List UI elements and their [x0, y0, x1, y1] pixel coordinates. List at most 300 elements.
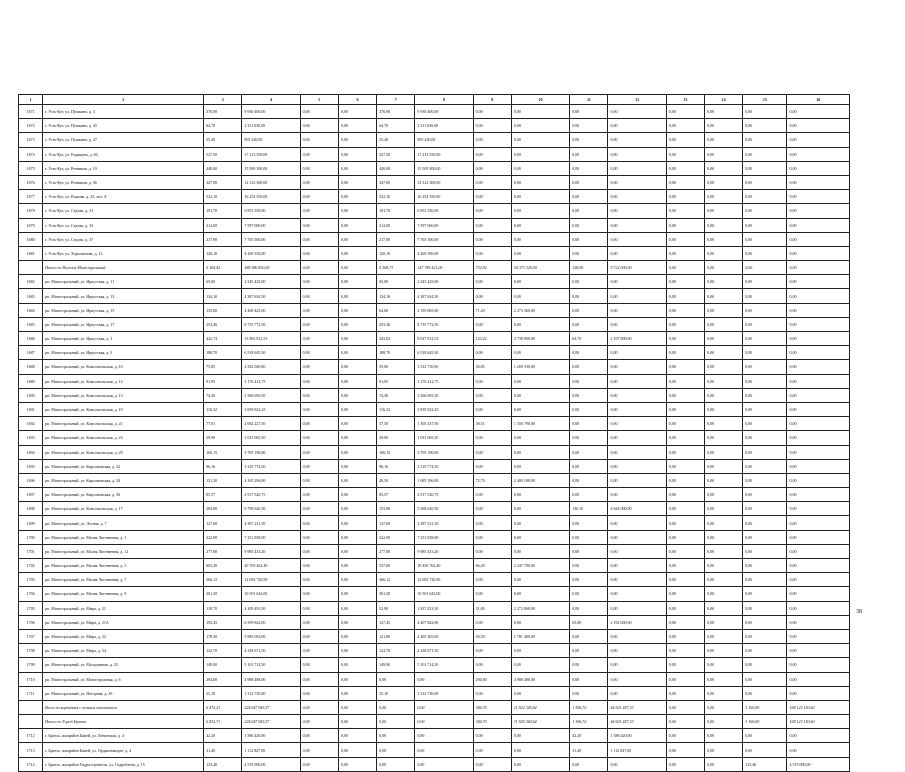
value-cell: 65,00 [570, 615, 608, 629]
value-cell: 0,00 [300, 147, 338, 161]
value-cell: 0,00 [705, 246, 743, 260]
value-cell: 77,01 [204, 417, 242, 431]
value-cell: 2 247 700,00 [511, 559, 569, 573]
value-cell: 0,00 [787, 147, 850, 161]
row-number-cell: 1701 [19, 544, 43, 558]
value-cell: 0,00 [666, 743, 704, 757]
value-cell: 0,00 [511, 161, 569, 175]
value-cell: 0,00 [787, 133, 850, 147]
value-cell: 0,00 [570, 601, 608, 615]
value-cell: 0,00 [787, 473, 850, 487]
value-cell: 0,00 [300, 119, 338, 133]
value-cell: 0,00 [743, 346, 787, 360]
value-cell: 0,00 [338, 544, 376, 558]
column-number-header: 10 [511, 95, 569, 105]
value-cell: 0,00 [705, 644, 743, 658]
value-cell: 0,00 [743, 658, 787, 672]
value-cell: 0,00 [666, 587, 704, 601]
column-number-header: 9 [473, 95, 511, 105]
value-cell: 422,74 [204, 332, 242, 346]
value-cell: 0,00 [666, 289, 704, 303]
value-cell: 6 518 645,50 [415, 346, 473, 360]
value-cell: 34 373 329,00 [511, 261, 569, 275]
value-cell: 0,00 [570, 417, 608, 431]
value-cell: 0,00 [338, 303, 376, 317]
table-row [19, 658, 850, 672]
value-cell: 1 031 065,50 [242, 431, 300, 445]
value-cell: 537,00 [377, 559, 415, 573]
value-cell: 0,00 [570, 119, 608, 133]
value-cell: 4 387 231,50 [242, 516, 300, 530]
value-cell: 134,10 [377, 289, 415, 303]
value-cell: 31,80 [473, 601, 511, 615]
value-cell: 0,00 [666, 275, 704, 289]
value-cell: 0,00 [300, 218, 338, 232]
value-cell: 1 837 433,50 [415, 601, 473, 615]
value-cell: 0,00 [338, 374, 376, 388]
value-cell: 7 765 500,00 [415, 232, 473, 246]
value-cell: 0,00 [300, 473, 338, 487]
row-number-cell: 1696 [19, 473, 43, 487]
value-cell: 0,00 [338, 573, 376, 587]
value-cell: 4 205 305,00 [415, 629, 473, 643]
value-cell: 0,00 [666, 161, 704, 175]
value-cell: 0,00 [377, 700, 415, 714]
value-cell: 0,00 [705, 686, 743, 700]
value-cell: 0,00 [338, 615, 376, 629]
row-number-cell: 1681 [19, 246, 43, 260]
row-number-cell: 1692 [19, 417, 43, 431]
value-cell: 0,00 [338, 686, 376, 700]
value-cell: 0,00 [666, 644, 704, 658]
total-row [19, 715, 850, 729]
row-number-cell: 1691 [19, 402, 43, 416]
value-cell: 149,90 [204, 658, 242, 672]
value-cell: 0,00 [787, 686, 850, 700]
value-cell: 0,00 [511, 445, 569, 459]
address-cell: г. Усть-Кут, ул. Радищева, д. 84 [43, 147, 204, 161]
value-cell: 1 305 437,50 [415, 417, 473, 431]
value-cell: 0,00 [511, 289, 569, 303]
address-cell: рп. Магистральный, ул. Мира, д. 21А [43, 615, 204, 629]
value-cell: 0,00 [608, 303, 666, 317]
value-cell: 6 832,71 [204, 715, 242, 729]
value-cell: 0,00 [608, 175, 666, 189]
value-cell: 74,30 [204, 388, 242, 402]
value-cell: 0,00 [338, 729, 376, 743]
value-cell: 0,00 [473, 445, 511, 459]
table-row [19, 161, 850, 175]
value-cell: 5 101 714,50 [242, 658, 300, 672]
row-number-cell: 1702 [19, 559, 43, 573]
value-cell: 3 738 900,00 [511, 332, 569, 346]
value-cell: 0,00 [300, 644, 338, 658]
value-cell: 0,00 [705, 516, 743, 530]
value-cell: 0,00 [608, 559, 666, 573]
column-number-header: 11 [570, 95, 608, 105]
value-cell: 0,00 [570, 459, 608, 473]
value-cell: 2 345 425,00 [415, 275, 473, 289]
value-cell: 253,46 [377, 317, 415, 331]
value-cell: 0,00 [743, 374, 787, 388]
value-cell: 0,00 [300, 530, 338, 544]
value-cell: 0,00 [338, 417, 376, 431]
value-cell: 0,00 [743, 133, 787, 147]
value-cell: 0,00 [705, 147, 743, 161]
value-cell: 0,00 [300, 417, 338, 431]
value-cell: 0,00 [787, 658, 850, 672]
table-row [19, 629, 850, 643]
value-cell: 0,00 [666, 488, 704, 502]
value-cell: 0,00 [787, 190, 850, 204]
table-row [19, 488, 850, 502]
table-row [19, 175, 850, 189]
value-cell: 0,00 [570, 530, 608, 544]
row-number-cell: 1671 [19, 105, 43, 119]
address-cell: рп. Магистральный, ул. Иркутская, д. 5 [43, 346, 204, 360]
value-cell: 0,00 [473, 218, 511, 232]
row-number-cell: 1710 [19, 672, 43, 686]
value-cell: 0,00 [666, 317, 704, 331]
address-cell: рп. Магистральный, ул. Малая Лиственная, д. 5 [43, 559, 204, 573]
value-cell: 0,00 [666, 573, 704, 587]
value-cell: 0,00 [666, 473, 704, 487]
value-cell: 0,00 [743, 530, 787, 544]
value-cell: 66,20 [473, 559, 511, 573]
value-cell: 4 387 634,50 [415, 289, 473, 303]
value-cell: 116,32 [377, 402, 415, 416]
value-cell: 0,00 [705, 275, 743, 289]
value-cell: 0,00 [608, 431, 666, 445]
address-cell: рп. Магистральный, ул. Комсомольская, д. 12 [43, 374, 204, 388]
address-cell: г. Усть-Кут, ул. Седова, д. 33 [43, 218, 204, 232]
value-cell: 0,00 [473, 388, 511, 402]
value-cell: 0,00 [511, 317, 569, 331]
value-cell: 0,00 [300, 700, 338, 714]
value-cell: 0,00 [511, 573, 569, 587]
value-cell: 0,00 [608, 119, 666, 133]
value-cell: 9 930 400,00 [415, 105, 473, 119]
value-cell: 0,00 [666, 445, 704, 459]
value-cell: 0,00 [473, 175, 511, 189]
value-cell: 0,00 [338, 161, 376, 175]
value-cell: 7 251 838,00 [415, 530, 473, 544]
value-cell: 0,00 [300, 445, 338, 459]
value-cell: 732,92 [473, 261, 511, 275]
value-cell: 4 988 488,00 [511, 672, 569, 686]
value-cell: 0,00 [787, 303, 850, 317]
value-cell: 0,00 [608, 488, 666, 502]
value-cell: 64,70 [204, 119, 242, 133]
value-cell: 4 165 296,00 [242, 473, 300, 487]
value-cell: 2 345 425,00 [242, 275, 300, 289]
value-cell: 0,00 [570, 161, 608, 175]
row-number-cell [19, 261, 43, 275]
value-cell: 0,00 [511, 459, 569, 473]
value-cell: 0,00 [666, 629, 704, 643]
table-row [19, 743, 850, 757]
value-cell: 0,00 [787, 119, 850, 133]
table-row [19, 530, 850, 544]
value-cell: 0,00 [570, 147, 608, 161]
value-cell: 0,00 [338, 332, 376, 346]
value-cell: 123,40 [204, 757, 242, 771]
value-cell: 0,00 [705, 374, 743, 388]
value-cell: 0,00 [473, 644, 511, 658]
value-cell: 13 963 812,53 [242, 332, 300, 346]
value-cell: 153,80 [377, 502, 415, 516]
value-cell: 0,00 [473, 105, 511, 119]
value-cell: 1 356 790,00 [511, 417, 569, 431]
value-cell: 0,00 [666, 346, 704, 360]
value-cell: 5 368 620,50 [415, 502, 473, 516]
value-cell: 0,00 [608, 360, 666, 374]
value-cell: 522,10 [204, 190, 242, 204]
value-cell: 0,00 [608, 204, 666, 218]
value-cell: 376,90 [204, 105, 242, 119]
value-cell: 0,00 [377, 743, 415, 757]
value-cell: 37,50 [377, 417, 415, 431]
value-cell: 0,00 [338, 346, 376, 360]
value-cell: 85,57 [377, 488, 415, 502]
value-cell: 0,00 [473, 374, 511, 388]
value-cell: 0,00 [300, 175, 338, 189]
value-cell: 122,70 [377, 644, 415, 658]
row-number-cell: 1707 [19, 629, 43, 643]
value-cell: 3 160,69 [743, 715, 787, 729]
value-cell: 6 853 350,00 [242, 204, 300, 218]
value-cell: 3 319 774,50 [242, 459, 300, 473]
row-number-cell: 1682 [19, 275, 43, 289]
value-cell: 16 254 550,00 [415, 190, 473, 204]
value-cell: 29,90 [204, 431, 242, 445]
value-cell: 192,45 [204, 615, 242, 629]
value-cell: 1 312 730,00 [242, 686, 300, 700]
value-cell: 0,00 [743, 544, 787, 558]
value-cell: 188 380 830,00 [242, 261, 300, 275]
row-number-cell: 1703 [19, 573, 43, 587]
value-cell: 0,00 [511, 488, 569, 502]
value-cell: 20 703 462,40 [242, 559, 300, 573]
row-number-cell: 1698 [19, 502, 43, 516]
value-cell: 0,00 [338, 530, 376, 544]
value-cell: 0,00 [300, 459, 338, 473]
value-cell: 0,00 [511, 402, 569, 416]
value-cell: 0,00 [338, 246, 376, 260]
value-cell: 0,00 [705, 700, 743, 714]
value-cell: 0,00 [608, 374, 666, 388]
value-cell: 0,00 [300, 431, 338, 445]
value-cell: 0,00 [666, 332, 704, 346]
value-cell: 0,00 [338, 644, 376, 658]
value-cell: 2 273 360,00 [511, 303, 569, 317]
value-cell: 116,32 [204, 402, 242, 416]
address-cell: рп. Магистральный, ул. Кирсановская, д. 36 [43, 488, 204, 502]
value-cell: 0,00 [511, 232, 569, 246]
value-cell: 0,00 [705, 360, 743, 374]
value-cell: 3 160,69 [743, 700, 787, 714]
value-cell: 0,00 [338, 261, 376, 275]
table-row [19, 374, 850, 388]
address-cell: рп. Магистральный, ул. Иркутская, д. 11 [43, 275, 204, 289]
value-cell: 277,80 [204, 544, 242, 558]
value-cell: 0,00 [300, 232, 338, 246]
value-cell: 0,00 [300, 204, 338, 218]
table-row [19, 218, 850, 232]
value-cell: 0,00 [570, 317, 608, 331]
value-cell: 5 101 714,50 [415, 658, 473, 672]
value-cell: 0,00 [511, 388, 569, 402]
value-cell: 123,22 [473, 332, 511, 346]
value-cell: 25,40 [204, 133, 242, 147]
row-number-cell: 1714 [19, 757, 43, 771]
row-number-cell: 1705 [19, 601, 43, 615]
value-cell: 64,70 [570, 332, 608, 346]
value-cell: 346,70 [473, 700, 511, 714]
value-cell: 39,00 [377, 360, 415, 374]
row-number-cell: 1680 [19, 232, 43, 246]
value-cell: 0,00 [787, 360, 850, 374]
value-cell: 0,00 [473, 516, 511, 530]
value-cell: 0,00 [570, 644, 608, 658]
value-cell: 0,00 [511, 729, 569, 743]
value-cell: 42,20 [570, 729, 608, 743]
value-cell: 0,00 [743, 573, 787, 587]
value-cell: 9 985 433,20 [242, 544, 300, 558]
table-row [19, 757, 850, 771]
address-cell: г. Усть-Кут, ул. Речников, д. 19 [43, 161, 204, 175]
column-number-header: 15 [743, 95, 787, 105]
value-cell: 0,00 [300, 672, 338, 686]
value-cell: 12 693 720,90 [415, 573, 473, 587]
value-cell: 0,00 [608, 516, 666, 530]
value-cell: 0,00 [666, 105, 704, 119]
value-cell: 0,00 [511, 686, 569, 700]
value-cell: 0,00 [743, 587, 787, 601]
row-number-cell: 1694 [19, 445, 43, 459]
value-cell: 0,00 [473, 346, 511, 360]
table-row [19, 587, 850, 601]
value-cell: 0,00 [787, 417, 850, 431]
row-number-cell: 1673 [19, 133, 43, 147]
value-cell: 4 238 671,50 [242, 644, 300, 658]
value-cell: 0,00 [743, 161, 787, 175]
table-row [19, 473, 850, 487]
value-cell: 1 586 420,00 [242, 729, 300, 743]
value-cell: 366,12 [204, 573, 242, 587]
value-cell: 0,00 [338, 502, 376, 516]
page-number: 38 [856, 609, 862, 615]
column-number-header: 6 [338, 95, 376, 105]
value-cell: 0,00 [705, 473, 743, 487]
value-cell: 0,00 [743, 459, 787, 473]
value-cell: 0,00 [666, 246, 704, 260]
value-cell: 366,12 [377, 573, 415, 587]
table-row [19, 573, 850, 587]
value-cell: 0,00 [743, 360, 787, 374]
value-cell: 0,00 [705, 729, 743, 743]
value-cell: 0,00 [608, 105, 666, 119]
value-cell: 0,00 [300, 544, 338, 558]
value-cell: 0,00 [787, 502, 850, 516]
value-cell: 0,00 [787, 431, 850, 445]
value-cell: 0,00 [666, 700, 704, 714]
value-cell: 121,80 [377, 629, 415, 643]
value-cell: 0,00 [570, 275, 608, 289]
value-cell: 149,90 [377, 658, 415, 672]
value-cell: 0,00 [300, 133, 338, 147]
value-cell: 0,00 [338, 119, 376, 133]
value-cell: 0,00 [608, 346, 666, 360]
column-number-header: 1 [19, 95, 43, 105]
value-cell: 0,00 [338, 516, 376, 530]
table-row [19, 317, 850, 331]
row-number-cell [19, 700, 43, 714]
value-cell: 0,00 [743, 473, 787, 487]
value-cell: 0,00 [473, 147, 511, 161]
row-number-cell: 1687 [19, 346, 43, 360]
table-row [19, 388, 850, 402]
value-cell: 0,00 [473, 658, 511, 672]
address-cell: рп. Магистральный, ул. Комсомольская, д. 29 [43, 445, 204, 459]
value-cell: 0,00 [377, 757, 415, 771]
value-cell: 0,00 [666, 388, 704, 402]
value-cell: 0,00 [300, 346, 338, 360]
value-cell: 0,00 [666, 502, 704, 516]
value-cell: 1 306,72 [570, 700, 608, 714]
table-row [19, 459, 850, 473]
table-row [19, 601, 850, 615]
address-cell: Итого по Поселок Магистральный: [43, 261, 204, 275]
value-cell: 0,00 [338, 431, 376, 445]
value-cell: 0,00 [666, 658, 704, 672]
value-cell: 0,00 [473, 488, 511, 502]
value-cell: 0,00 [743, 629, 787, 643]
value-cell: 294,80 [473, 672, 511, 686]
address-cell: рп. Магистральный, ул. Мира, д. 21 [43, 601, 204, 615]
value-cell: 0,00 [570, 289, 608, 303]
value-cell: 0,00 [570, 303, 608, 317]
address-cell: г. Усть-Кут, ул. Пушкина, д. 3 [43, 105, 204, 119]
value-cell: 0,00 [300, 488, 338, 502]
row-number-cell: 1693 [19, 431, 43, 445]
value-cell: 7 765 500,00 [242, 232, 300, 246]
value-cell: 0,00 [300, 105, 338, 119]
value-cell: 52,90 [377, 601, 415, 615]
value-cell: 0,00 [338, 402, 376, 416]
value-cell: 0,00 [608, 459, 666, 473]
value-cell: 0,00 [787, 573, 850, 587]
value-cell: 0,00 [705, 218, 743, 232]
value-cell: 6 853 350,00 [415, 204, 473, 218]
value-cell: 0,00 [608, 218, 666, 232]
table-row [19, 147, 850, 161]
value-cell: 0,00 [666, 133, 704, 147]
value-cell: 12 312 300,00 [415, 175, 473, 189]
value-cell: 4 644 000,00 [608, 502, 666, 516]
address-cell: рп. Магистральный, ул. Иркутская, д. 15 [43, 303, 204, 317]
value-cell: 4 468 425,00 [242, 303, 300, 317]
value-cell: 1 112 847,00 [242, 743, 300, 757]
value-cell: 0,00 [705, 175, 743, 189]
value-cell: 0,00 [608, 686, 666, 700]
row-number-cell: 1711 [19, 686, 43, 700]
value-cell: 7 597 000,00 [242, 218, 300, 232]
row-number-cell: 1700 [19, 530, 43, 544]
value-cell: 0,00 [743, 289, 787, 303]
value-cell: 0,00 [787, 346, 850, 360]
value-cell: 0,00 [377, 715, 415, 729]
